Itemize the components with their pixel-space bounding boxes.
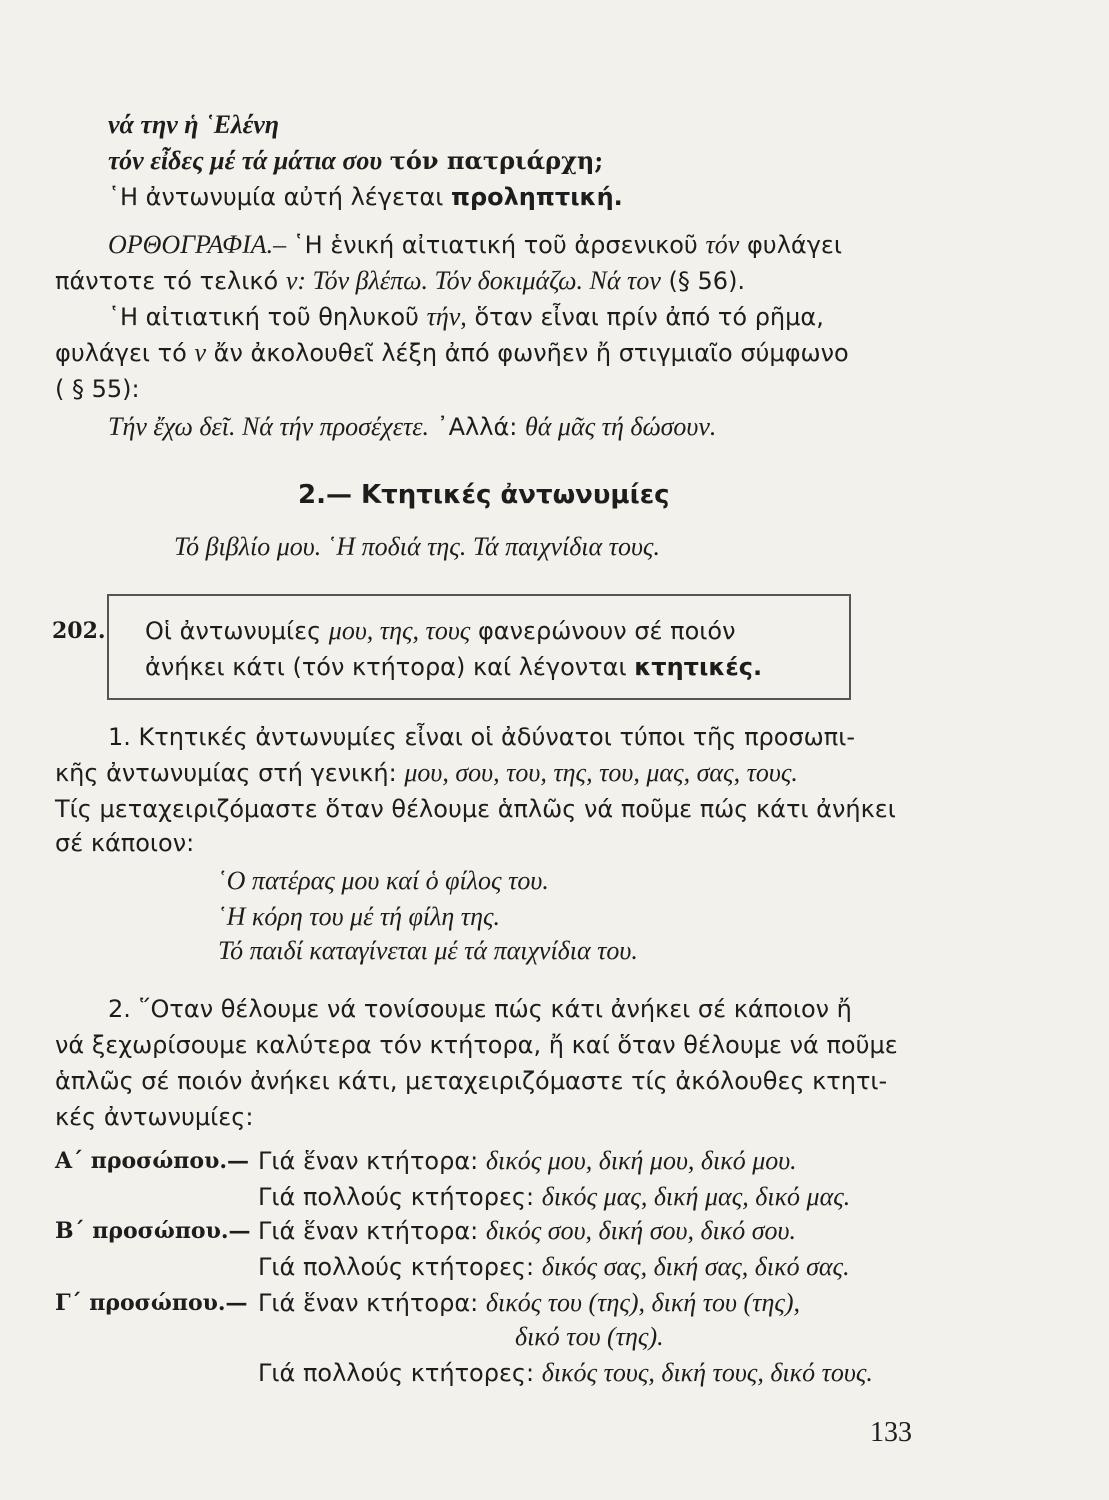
quote-line-1 xyxy=(108,108,279,142)
italic-forms: δικός σου, δική σου, δικό σου. xyxy=(485,1216,796,1245)
italic-forms: δικός μας, δική μας, δικό μας. xyxy=(541,1182,851,1211)
example-line: Τό παιδί καταγίνεται μέ τά παιχνίδια του. xyxy=(218,936,638,965)
orthography-line-5 xyxy=(55,372,140,406)
body-text: ὅταν εἶναι πρίν ἀπό τό ρῆμα, xyxy=(474,303,824,331)
orthography-label: ΟΡΘΟΓΡΑΦΙΑ.– xyxy=(108,230,293,259)
italic-term: τόν xyxy=(705,230,740,259)
bold-term: τόν πατριάρχη; xyxy=(389,146,604,175)
body-text: Γιά πολλούς κτήτορες: xyxy=(258,1359,535,1387)
person-label-b: Β΄ προσώπου.— xyxy=(55,1218,251,1244)
italic-term: τήν, xyxy=(426,302,467,331)
body-text: ῾Η ἑνική αἰτιατική τοῦ ἀρσενικοῦ xyxy=(292,231,698,259)
quote-text: νά την ἡ ῾Ελένη xyxy=(108,110,280,139)
rule-line-1 xyxy=(145,614,736,648)
body-text: ἄν ἀκολουθεῖ λέξη ἀπό φωνῆεν ἤ στιγμιαῖο σύμφωνο xyxy=(213,339,849,367)
person-a-plural xyxy=(258,1180,850,1214)
italic-term: ν xyxy=(194,338,206,367)
para1-line-4: σέ κάποιον: xyxy=(55,829,195,857)
person-b-plural xyxy=(258,1250,850,1284)
section-ref: (§ 56). xyxy=(668,267,746,295)
italic-examples: ν: Τόν βλέπω. Τόν δοκιμάζω. Νά τον xyxy=(285,266,661,295)
person-c-single xyxy=(258,1286,800,1320)
italic-forms: δικός μου, δική μου, δικό μου. xyxy=(485,1146,797,1175)
body-text: ἀνήκει κάτι (τόν κτήτορα) καί λέγονται xyxy=(145,653,627,681)
italic-examples: Τήν ἔχω δεῖ. Νά τήν προσέχετε. xyxy=(108,412,429,441)
para1-line-2 xyxy=(55,756,798,790)
italic-forms: δικός τους, δική τους, δικό τους. xyxy=(541,1358,873,1387)
italic-examples: θά μᾶς τή δώσουν. xyxy=(525,412,717,441)
person-label-c: Γ΄ προσώπου.— xyxy=(55,1290,248,1316)
rule-line-2 xyxy=(145,650,762,684)
body-text: ῾Η ἀντωνυμία αὐτή λέγεται xyxy=(108,183,444,211)
italic-forms: μου, σου, του, της, του, μας, σας, τους. xyxy=(404,758,798,787)
page-number: 133 xyxy=(870,1417,912,1448)
body-text: πάντοτε τό τελικό xyxy=(55,267,279,295)
orthography-line-4 xyxy=(55,336,849,370)
body-text: ᾿Αλλά: xyxy=(436,413,518,441)
prolepsis-line xyxy=(108,180,623,214)
person-a-single xyxy=(258,1144,797,1178)
orthography-line-3 xyxy=(108,300,824,334)
person-label-a: Α΄ προσώπου.— xyxy=(55,1148,250,1174)
body-text: φυλάγει τό xyxy=(55,339,187,367)
body-text: Γιά πολλούς κτήτορες: xyxy=(258,1183,535,1211)
body-text: Γιά ἕναν κτήτορα: xyxy=(258,1147,479,1175)
para2-line-3: ἁπλῶς σέ ποιόν ἀνήκει κάτι, μεταχειριζόμαστε τίς ἀκόλουθες κτητι- xyxy=(55,1067,888,1095)
para1-line-1: 1. Κτητικές ἀντωνυμίες εἶναι οἱ ἀδύνατοι τύποι τῆς προσωπι- xyxy=(108,723,855,751)
body-text: ῾Η αἰτιατική τοῦ θηλυκοῦ xyxy=(108,303,419,331)
body-text: φανερώνουν σέ ποιόν xyxy=(477,617,736,645)
quote-line-2 xyxy=(108,144,603,178)
rule-number: 202. xyxy=(52,618,106,644)
section-title: 2.— Κτητικές ἀντωνυμίες xyxy=(298,480,670,510)
para2-line-4: κές ἀντωνυμίες: xyxy=(55,1103,254,1131)
section-example: Τό βιβλίο μου. ῾Η ποδιά της. Τά παιχνίδια τους. xyxy=(174,532,660,561)
orthography-line-2 xyxy=(55,264,745,298)
body-text: Οἱ ἀντωνυμίες xyxy=(145,617,322,645)
person-b-single xyxy=(258,1214,796,1248)
bold-term: προληπτική. xyxy=(450,183,623,211)
person-c-plural xyxy=(258,1356,873,1390)
example-line: ῾Η κόρη του μέ τή φίλη της. xyxy=(218,902,501,931)
bold-term: κτητικές. xyxy=(634,653,763,681)
body-text: κῆς ἀντωνυμίας στή γενική: xyxy=(55,759,397,787)
orthography-line-1 xyxy=(108,228,842,262)
body-text: φυλάγει xyxy=(746,231,843,259)
body-text: Γιά ἕναν κτήτορα: xyxy=(258,1289,479,1317)
section-ref: ( § 55): xyxy=(55,375,140,403)
para1-line-3: Τίς μεταχειριζόμαστε ὅταν θέλουμε ἁπλῶς νά ποῦμε πώς κάτι ἀνήκει xyxy=(55,795,896,823)
italic-forms: δικός σας, δική σας, δικό σας. xyxy=(541,1252,850,1281)
orthography-examples xyxy=(108,410,716,444)
para2-line-1: 2. ῞Οταν θέλουμε νά τονίσουμε πώς κάτι ἀνήκει σέ κάποιον ἤ xyxy=(108,995,852,1023)
italic-term: μου, της, τους xyxy=(328,616,471,645)
example-line: ῾Ο πατέρας μου καί ὁ φίλος του. xyxy=(218,866,549,895)
body-text: Γιά ἕναν κτήτορα: xyxy=(258,1217,479,1245)
para2-line-2: νά ξεχωρίσουμε καλύτερα τόν κτήτορα, ἤ καί ὅταν θέλουμε νά ποῦμε xyxy=(55,1031,898,1059)
italic-forms: δικός του (της), δική του (της), xyxy=(485,1288,801,1317)
quote-text: τόν εἶδες μέ τά μάτια σου xyxy=(108,146,383,175)
body-text: Γιά πολλούς κτήτορες: xyxy=(258,1253,535,1281)
person-c-single-cont: δικό του (της). xyxy=(515,1322,664,1351)
